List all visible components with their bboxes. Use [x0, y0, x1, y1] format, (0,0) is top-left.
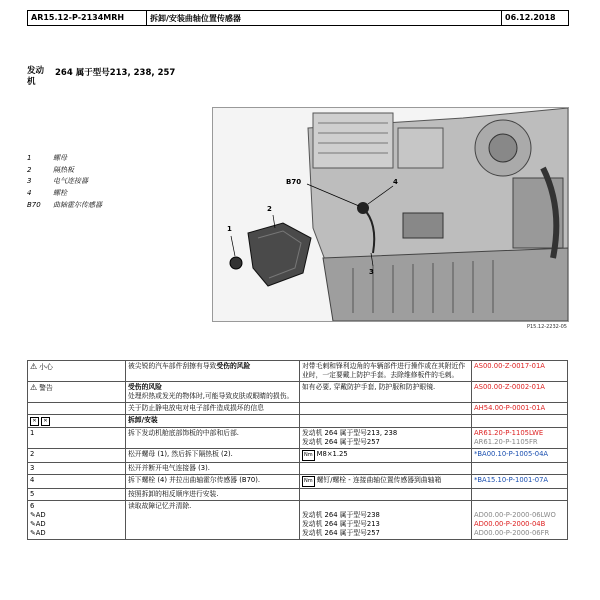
diagnosis-icon: ✎ — [30, 529, 36, 537]
step-row: 4 拆下螺栓 (4) 并拉出曲轴霍尔传感器 (B70). Nm 螺钉/螺栓 - 连接曲轴位置传感器到曲轴箱 *BA15.10-P-1001-07A — [28, 475, 568, 489]
warning-triangle-icon: ⚠ — [30, 383, 38, 392]
section-row — [28, 415, 568, 428]
engine-model: 264 属于型号213, 238, 257 — [55, 68, 176, 78]
engine-label-cont: 机 — [27, 77, 36, 87]
warning-ref-link[interactable]: AS00.00-Z-0002-01A — [472, 382, 568, 403]
warning-row: ⚠ 警告 受伤的风险 处理炽热或发光的物体时,可能导致皮肤或眼睛的损伤。 如有必要, 穿戴防护手套, 防护服和防护眼镜. AS00.00-Z-0002-01A — [28, 382, 568, 403]
callout-3: 3 — [369, 268, 374, 276]
figure-reference: P15.12-2232-05 — [526, 324, 567, 330]
caution-ref-link[interactable]: AS00.00-Z-0017-01A — [472, 361, 568, 382]
callout-1: 1 — [227, 225, 232, 233]
step-row: 2 松开螺母 (1), 然后拆下隔热板 (2). Nm M8×1.25 *BA00.10-P-1005-04A — [28, 449, 568, 463]
remove-icon: ✕ — [30, 417, 39, 426]
esd-ref-link[interactable]: AH54.00-P-0001-01A — [472, 403, 568, 415]
ref-link[interactable]: AD00.00-P-2000-06LWO — [474, 511, 556, 519]
engine-label: 发动 — [27, 66, 45, 76]
ref-link[interactable]: AR61.20-P-1105LWE — [474, 429, 544, 437]
doc-date: 06.12.2018 — [505, 13, 556, 22]
engine-applicability — [27, 66, 175, 88]
engine-drawing — [213, 108, 568, 321]
step-row: 3 松开并断开电气连接器 (3). — [28, 463, 568, 475]
step-row: 6 ✎AD ✎AD ✎AD 读取故障记忆并清除. 发动机 264 属于型号238 发动机 264 属于型号213 发动机 264 属于型号257 AD00.00-P-2000-06LWO AD00.00-P-2000-04B AD00.00-P-2000-06FR — [28, 501, 568, 540]
warning-triangle-icon: ⚠ — [30, 362, 38, 371]
legend-item: B70 曲轴霍尔传感器 — [27, 200, 102, 209]
ref-link[interactable]: *BA15.10-P-1001-07A — [472, 475, 568, 489]
ref-link[interactable]: AR61.20-P-1105FR — [474, 438, 538, 446]
engine-illustration — [212, 107, 569, 322]
doc-title: 拆卸/安装曲轴位置传感器 — [147, 11, 502, 25]
document-header — [27, 10, 569, 26]
legend-item: 3 电气连接器 — [27, 177, 88, 186]
step-row: 1 拆下发动机舱底部饰板的中部和后部. 发动机 264 属于型号213, 238 发动机 264 属于型号257 AR61.20-P-1105LWE AR61.20-P-1105FR — [28, 428, 568, 449]
ref-link[interactable]: AD00.00-P-2000-04B — [474, 520, 546, 528]
nut — [230, 257, 242, 269]
torque-icon: Nm — [302, 476, 315, 487]
callout-b70: B70 — [286, 178, 302, 186]
torque-icon: Nm — [302, 450, 315, 461]
section-title: 拆卸/安装 — [126, 415, 300, 428]
legend-item: 4 螺栓 — [27, 189, 67, 198]
esd-row: 关于防止静电放电对电子部件造成损坏的信息 AH54.00-P-0001-01A — [28, 403, 568, 415]
callout-2: 2 — [267, 205, 272, 213]
legend-item: 2 隔热板 — [27, 165, 74, 174]
callout-4: 4 — [393, 178, 398, 186]
warning-measure: 如有必要, 穿戴防护手套, 防护服和防护眼镜. — [300, 382, 472, 403]
parts-legend — [27, 153, 102, 212]
doc-id: AR15.12-P-2134MRH — [28, 11, 147, 25]
ref-link[interactable]: AD00.00-P-2000-06FR — [474, 529, 550, 537]
diagnosis-icon: ✎ — [30, 520, 36, 528]
caution-measure: 对带毛刺和锋利边角的车辆部件进行操作或在其附近作业时，一定要戴上防护手套。去除维修板件的毛刺。 — [300, 361, 472, 382]
caution-row: ⚠ 小心 被尖锐的汽车部件刮擦有导致受伤的风险 对带毛刺和锋利边角的车辆部件进行操作或在其附近作业时，一定要戴上防护手套。去除维修板件的毛刺。 AS00.00-Z-0017-01A — [28, 361, 568, 382]
procedure-table — [27, 360, 568, 540]
install-icon: ✕ — [41, 417, 50, 426]
step-row: 5 按照拆卸的相反顺序进行安装. — [28, 489, 568, 501]
legend-item: 1 螺母 — [27, 154, 67, 162]
ref-link[interactable]: *BA00.10-P-1005-04A — [472, 449, 568, 463]
diagnosis-icon: ✎ — [30, 511, 36, 519]
